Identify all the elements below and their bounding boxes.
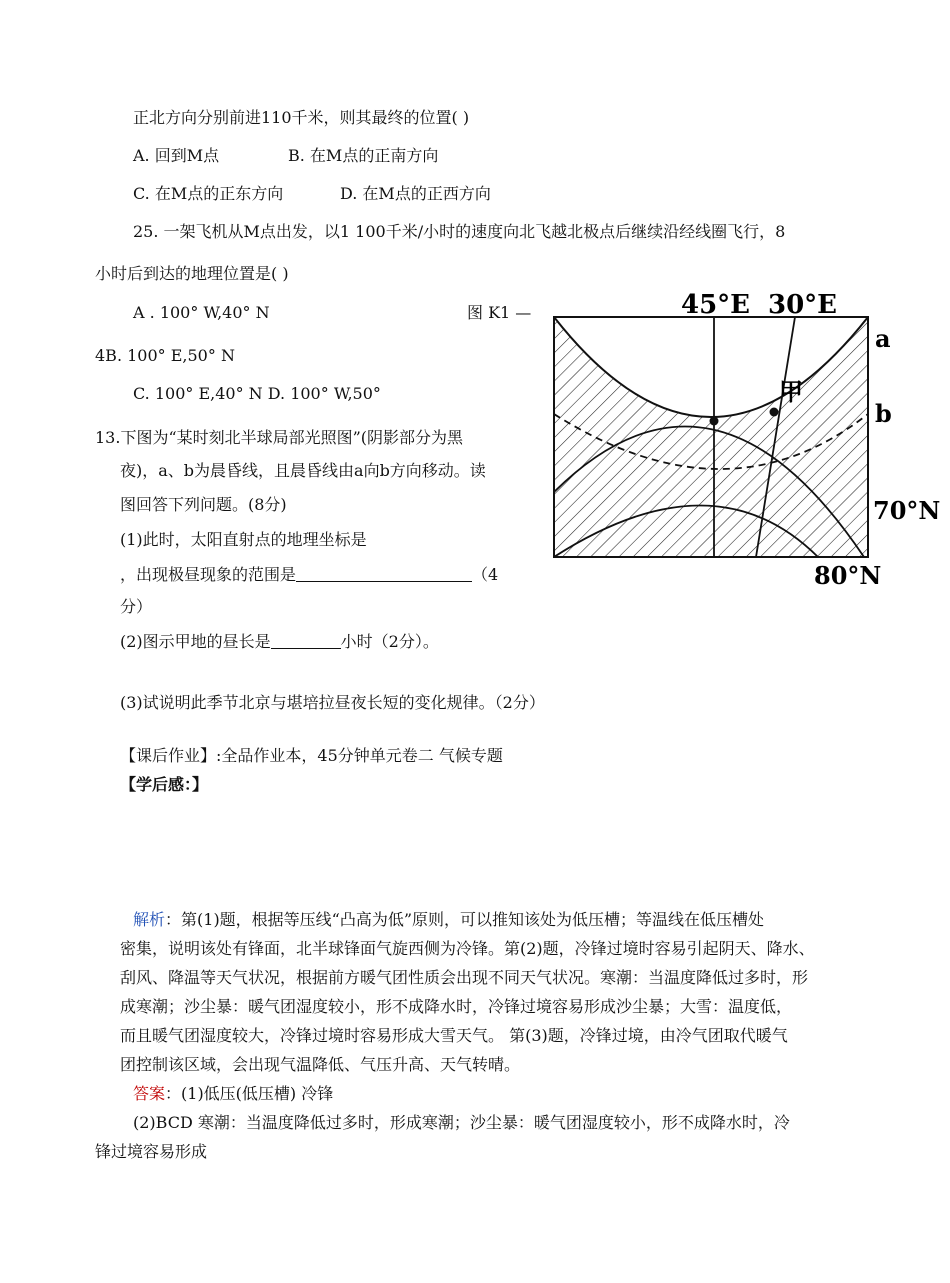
label-b: b — [875, 399, 892, 428]
label-30e: 30°E — [768, 290, 837, 320]
analysis-line2: 密集，说明该处有锋面，北半球锋面气旋西侧为冷锋。第(2)题，冷锋过境时容易引起阴天、降水、 — [120, 939, 815, 958]
illumination-figure — [548, 288, 948, 588]
analysis-label: 解析 — [133, 910, 166, 929]
label-45e: 45°E — [681, 290, 750, 320]
reflection-label: 【学后感：】 — [120, 775, 209, 794]
answer-line2: (2)BCD 寒潮：当温度降低过多时，形成寒潮；沙尘暴：暖气团湿度较小，形不成降水时，冷 — [133, 1113, 790, 1132]
label-jia: 甲 — [779, 377, 803, 406]
q25-option-b: 4B. 100° E,50° N — [95, 346, 235, 365]
q13-stem-line3: 图回答下列问题。(8分) — [120, 495, 287, 514]
analysis-line4: 成寒潮；沙尘暴：暖气团湿度较小，形不成降水时，冷锋过境容易形成沙尘暴；大雪：温度低， — [120, 997, 793, 1016]
q13-sub2 — [120, 631, 439, 653]
figure-reference: 图 K1 — — [467, 303, 532, 322]
analysis-line5: 而且暖气团湿度较大，冷锋过境时容易形成大雪天气。 第(3)题，冷锋过境，由冷气团取代暖气 — [120, 1026, 788, 1045]
q24-option-d: D. 在M点的正西方向 — [340, 184, 491, 203]
q25-option-a: A . 100° W,40° N — [133, 303, 270, 322]
q13-sub3: (3)试说明此季节北京与堪培拉昼夜长短的变化规律。（2分） — [120, 693, 545, 712]
q13-sub1-line1: (1)此时，太阳直射点的地理坐标是 — [120, 530, 367, 549]
homework-line — [120, 745, 503, 767]
q13-sub2-tail: 小时（2分）。 — [340, 632, 439, 651]
q13-sub1-line3: 分） — [120, 597, 153, 616]
label-80n: 80°N — [814, 561, 882, 588]
analysis-text-1: ：第(1)题，根据等压线“凸高为低”原则，可以推知该处为低压槽；等温线在低压槽处 — [165, 910, 765, 929]
analysis-line3: 刮风、降温等天气状况，根据前方暖气团性质会出现不同天气状况。寒潮：当温度降低过多时，形 — [120, 968, 809, 987]
q13-stem-line1: 13.下图为“某时刻北半球局部光照图”(阴影部分为黑 — [95, 428, 464, 447]
label-a: a — [875, 324, 891, 353]
q13-sub1-line2 — [120, 564, 498, 586]
q24-option-b: B. 在M点的正南方向 — [288, 146, 439, 165]
homework-text: :全品作业本，45分钟单元卷二 气候专题 — [216, 746, 503, 765]
q25-stem-line1: 25. 一架飞机从M点出发，以1 100千米/小时的速度向北飞越北极点后继续沿经线圈飞行，8 — [133, 222, 786, 241]
answer-line1 — [133, 1083, 333, 1105]
q24-stem: 正北方向分别前进110千米，则其最终的位置( ) — [133, 108, 470, 127]
label-70n: 70°N — [873, 496, 941, 525]
q24-option-c: C. 在M点的正东方向 — [133, 184, 284, 203]
night-shaded-area — [554, 317, 868, 557]
answer-line3: 锋过境容易形成 — [95, 1142, 208, 1161]
q13-stem-line2: 夜)，a、b为晨昏线，且晨昏线由a向b方向移动。读 — [120, 461, 486, 480]
q25-stem-line2: 小时后到达的地理位置是( ) — [95, 264, 289, 283]
answer-blank-day-length[interactable] — [271, 632, 341, 649]
q13-sub1-score: （4 — [472, 565, 499, 584]
q13-sub1-text: ，出现极昼现象的范围是 — [120, 565, 297, 584]
q25-option-cd: C. 100° E,40° N D. 100° W,50° — [133, 384, 381, 403]
homework-label: 【课后作业】 — [120, 746, 217, 765]
q24-option-a: A. 回到M点 — [133, 146, 220, 165]
answer-label: 答案 — [133, 1084, 166, 1103]
answer-text-1: ：(1)低压(低压槽) 冷锋 — [165, 1084, 334, 1103]
point-jia-dot — [770, 408, 779, 417]
answer-blank-polar-day[interactable] — [296, 565, 472, 582]
q13-sub2-text: (2)图示甲地的昼长是 — [120, 632, 271, 651]
analysis-line1 — [133, 909, 764, 931]
point-dot — [710, 417, 719, 426]
analysis-line6: 团控制该区域，会出现气温降低、气压升高、天气转晴。 — [120, 1055, 521, 1074]
